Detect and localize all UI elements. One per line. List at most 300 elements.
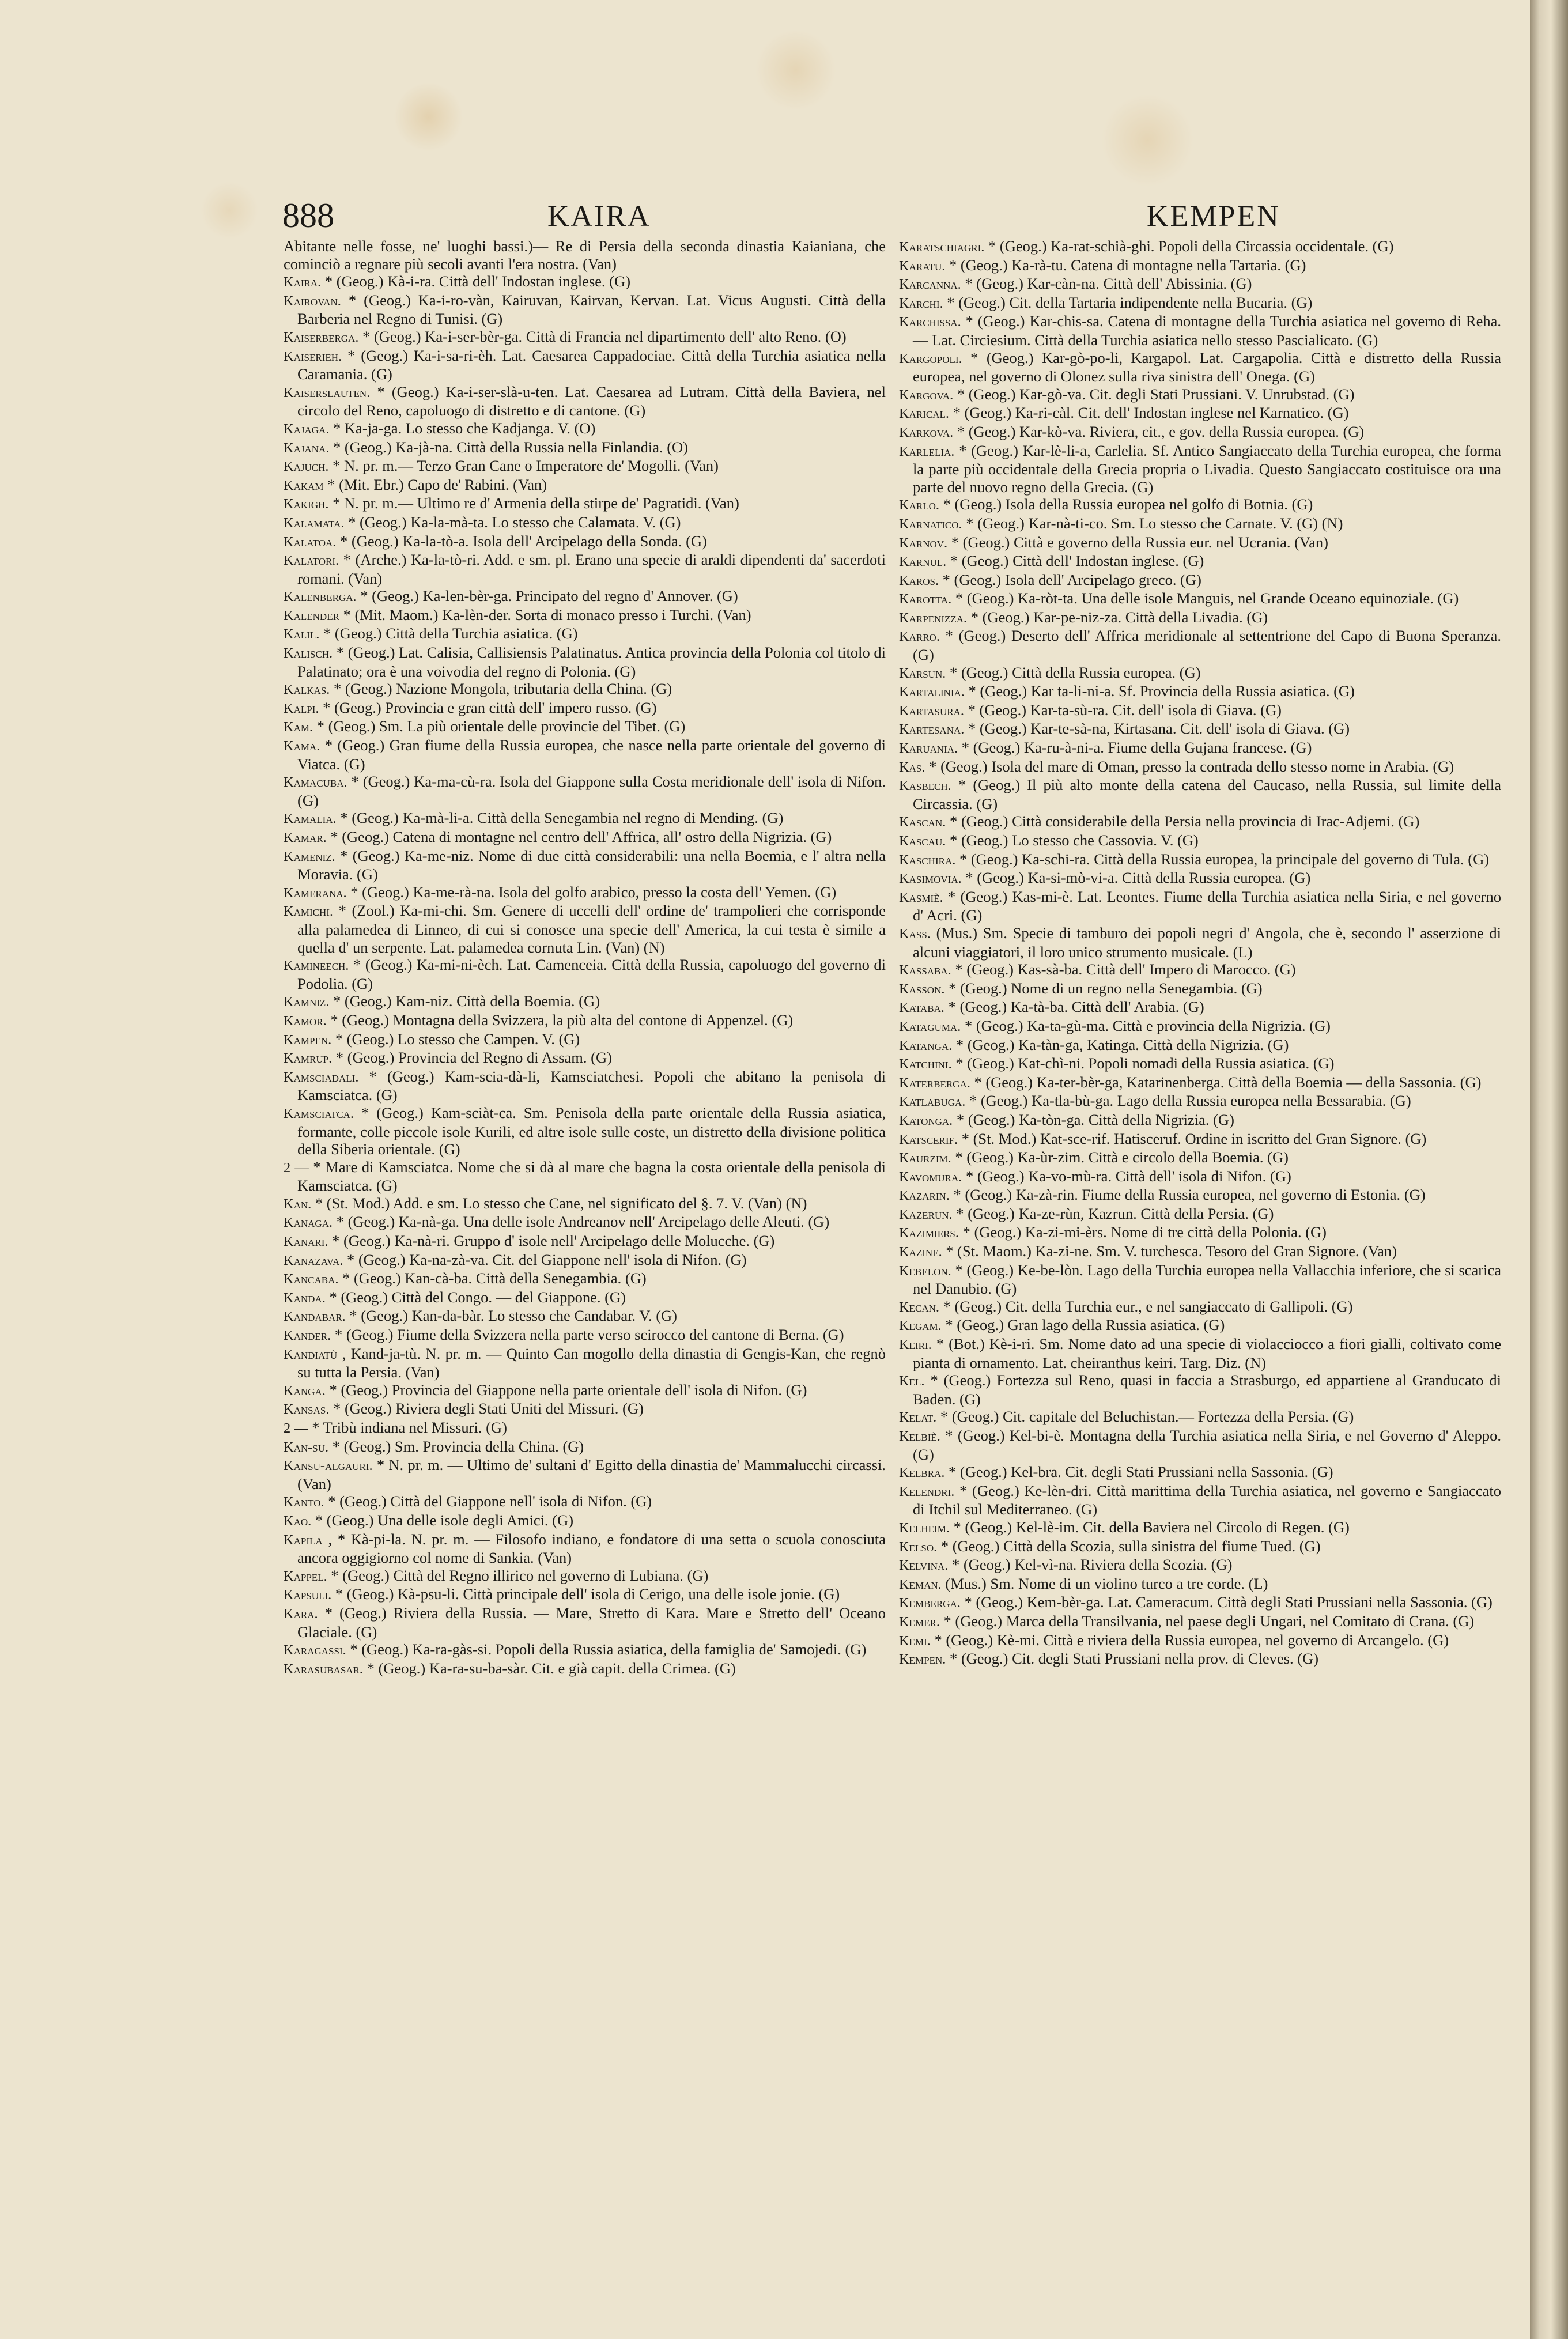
entry-definition: * (Geog.) Kam-sciàt-ca. Sm. Penisola della parte orientale della Russia asiatica, formante, colle piccole isole Kurili, ed altre isole sulle coste, un distretto della divisione politica della Siberia orientale. (G)	[297, 1104, 886, 1158]
dictionary-entry	[899, 1316, 1501, 1335]
dictionary-entry	[899, 442, 1501, 496]
entry-definition: * (Geog.) Cit. degli Stati Prussiani nella prov. di Cleves. (G)	[949, 1650, 1319, 1668]
page-number: 888	[282, 197, 334, 235]
entry-headword: Kapila	[284, 1532, 323, 1548]
dictionary-entry	[284, 736, 886, 773]
entry-definition: * (Arche.) Ka-la-tò-ri. Add. e sm. pl. Erano una specie di araldi dipendenti da' sacerdoti romani. (Van)	[297, 551, 886, 587]
entry-headword: Kecan.	[899, 1299, 939, 1315]
entry-definition: * (Geog.) Ka-la-tò-a. Isola dell' Arcipelago della Sonda. (G)	[340, 532, 707, 550]
entry-headword: Kama.	[284, 738, 320, 754]
entry-definition: * (St. Mod.) Kat-sce-rif. Hatisceruf. Ordine in iscritto del Gran Signore. (G)	[961, 1129, 1427, 1147]
dictionary-entry	[284, 1381, 886, 1400]
entry-definition: * (Geog.) Ka-ra-gàs-si. Popoli della Russia asiatica, della famiglia de' Samojedi. (G)	[350, 1641, 867, 1658]
dictionary-entry	[284, 1326, 886, 1345]
entry-headword: Kanari.	[284, 1234, 328, 1250]
entry-definition: * (Geog.) Kam-niz. Città della Boemia. (G)	[333, 992, 600, 1010]
entry-definition: * (Geog.) Lo stesso che Cassovia. V. (G)	[949, 832, 1199, 849]
dictionary-entry	[899, 961, 1501, 980]
entry-headword: Kalil.	[284, 626, 320, 643]
entry-definition: * N. pr. m.— Ultimo re d' Armenia della stirpe de' Pagratidi. (Van)	[333, 494, 739, 512]
entry-definition: * Ka-ja-ga. Lo stesso che Kadjanga. V. (O)	[333, 419, 596, 437]
entry-definition: * (Geog.) Città dell' Indostan inglese. (G)	[950, 552, 1204, 570]
entry-definition: * (Geog.) Kar-chis-sa. Catena di montagne della Turchia asiatica nel governo di Reha.— Lat. Circiesium. Città della Turchia asiatica nello stesso Pascialicato. (G)	[913, 312, 1501, 349]
entry-definition: * (Geog.) Provincia e gran città dell' impero russo. (G)	[323, 698, 657, 716]
entry-headword: Katonga.	[899, 1112, 953, 1128]
dictionary-entry	[284, 1288, 886, 1308]
dictionary-entry	[899, 1205, 1501, 1224]
dictionary-entry	[284, 1251, 886, 1270]
entry-headword: Keman.	[899, 1576, 942, 1592]
entry-headword: Kampen.	[284, 1031, 332, 1048]
dictionary-entry	[899, 1408, 1501, 1427]
dictionary-entry	[899, 980, 1501, 999]
entry-headword: Karlelia.	[899, 443, 955, 459]
dictionary-entry	[899, 998, 1501, 1017]
entry-definition: * (Geog.) Ka-zà-rin. Fiume della Russia europea, nel governo di Estonia. (G)	[953, 1186, 1426, 1204]
entry-definition: * (Geog.) Ka-na-zà-va. Cit. del Giappone nell' isola di Nifon. (G)	[346, 1250, 747, 1268]
entry-headword: Kemer.	[899, 1614, 940, 1630]
entry-headword: Kartalinia.	[899, 684, 965, 700]
entry-definition: * (Geog.) Deserto dell' Affrica meridionale al settentrione del Capo di Buona Speranza. (G)	[913, 627, 1502, 664]
dictionary-entry	[899, 1593, 1501, 1612]
dictionary-entry	[284, 699, 886, 718]
entry-headword: Kartesana.	[899, 721, 965, 738]
entry-definition: * (Geog.) Città del Regno illirico nel governo di Lubiana. (G)	[331, 1566, 709, 1584]
dictionary-entry	[284, 847, 886, 883]
dictionary-entry	[899, 1130, 1501, 1149]
entry-definition: (Mus.) Sm. Nome di un violino turco a tre corde. (L)	[945, 1574, 1268, 1592]
dictionary-entry	[899, 1371, 1501, 1408]
dictionary-entry	[899, 1055, 1501, 1074]
dictionary-entry	[284, 1492, 886, 1512]
dictionary-entry	[899, 312, 1501, 349]
entry-definition: * (Geog.) Kan-da-bàr. Lo stesso che Candabar. V. (G)	[349, 1307, 678, 1325]
entry-headword: Kamalia.	[284, 811, 337, 827]
dictionary-entry	[899, 256, 1501, 275]
entry-headword: Kelbiè.	[899, 1429, 940, 1444]
left-column	[284, 237, 886, 1678]
dictionary-entry	[899, 1092, 1501, 1111]
entry-headword: Kao.	[284, 1513, 312, 1529]
entry-definition: * (Geog.) Il più alto monte della catena del Caucaso, nella Russia, sul limite della Circassia. (G)	[913, 776, 1501, 813]
dictionary-entry	[284, 532, 886, 551]
entry-definition: * (Geog.) Ka-me-niz. Nome di due città considerabili: una nella Boemia, e l' altra nella Moravia. (G)	[297, 847, 886, 883]
entry-definition: * N. pr. m. — Ultimo de' sultani d' Egitto della dinastia de' Mammalucchi circassi. (Van)	[297, 1456, 886, 1492]
entry-headword: Katanga.	[899, 1037, 953, 1053]
entry-headword: Kamsciatca.	[284, 1105, 354, 1121]
entry-definition: * (St. Maom.) Ka-zi-ne. Sm. V. turchesca. Tesoro del Gran Signore. (Van)	[946, 1242, 1397, 1260]
dictionary-entry	[899, 851, 1501, 870]
entry-definition: * (Geog.) Ke-be-lòn. Lago della Turchia europea nella Vallacchia inferiore, che si scarica nel Danubio. (G)	[913, 1261, 1502, 1298]
entry-headword: Kemberga.	[899, 1595, 961, 1611]
entry-definition: * (Geog.) Ka-tà-ba. Città dell' Arabia. (G)	[948, 998, 1204, 1016]
entry-definition: * (Geog.) Ka-mi-ni-èch. Lat. Camenceia. Città della Russia, capoluogo del governo di Podolia. (G)	[297, 956, 886, 992]
entry-definition: * (Geog.) Città della Russia europea. (G)	[949, 663, 1201, 681]
dictionary-entry	[899, 739, 1501, 758]
entry-headword: Kamerana.	[284, 885, 347, 901]
entry-definition: * (Geog.) Una delle isole degli Amici. (G)	[315, 1511, 574, 1529]
entry-headword: Kamor.	[284, 1012, 327, 1029]
entry-definition: * (Geog.) Nazione Mongola, tributaria della China. (G)	[334, 680, 672, 698]
dictionary-entry	[899, 404, 1501, 423]
entry-headword: Kansas.	[284, 1401, 330, 1418]
dictionary-entry	[899, 1186, 1501, 1205]
entry-definition: * (Geog.) Ka-schi-ra. Città della Russia europea, la principale del governo di Tula. (G)	[959, 850, 1490, 868]
entry-definition: * (Geog.) Città considerabile della Persia nella provincia di Irac-Adjemi. (G)	[949, 813, 1420, 830]
entry-definition: * (Geog.) Ka-i-ro-vàn, Kairuvan, Kairvan, Kervan. Lat. Vicus Augusti. Città della Barberia nel Regno di Tunisi. (G)	[297, 291, 886, 328]
entry-headword: Kavomura.	[899, 1169, 962, 1185]
entry-definition: * (Geog.) Sm. Provincia della China. (G)	[332, 1437, 584, 1455]
dictionary-entry	[284, 587, 886, 606]
dictionary-entry	[899, 1074, 1501, 1093]
dictionary-entry	[899, 1482, 1501, 1518]
entry-definition: * (Geog.) Kel-vì-na. Riviera della Scozia. (G)	[952, 1556, 1233, 1574]
entry-headword: Kan.	[284, 1196, 312, 1212]
dictionary-entry	[899, 571, 1501, 590]
entry-headword: Kamrup.	[284, 1051, 333, 1067]
entry-headword: Kandiatù	[284, 1346, 338, 1362]
entry-headword: Kajana.	[284, 440, 330, 456]
entry-definition: * (Geog.) Provincia del Giappone nella parte orientale dell' isola di Nifon. (G)	[329, 1381, 807, 1399]
dictionary-entry	[899, 386, 1501, 405]
entry-headword: Kanda.	[284, 1290, 326, 1306]
dictionary-entry	[284, 328, 886, 347]
entry-headword: Kempen.	[899, 1652, 946, 1668]
entry-definition: * (Geog.) Ka-ùr-zim. Città e circolo della Boemia. (G)	[955, 1148, 1289, 1166]
entry-headword: Kelheim.	[899, 1520, 950, 1536]
entry-definition: * (Geog.) Ka-la-mà-ta. Lo stesso che Calamata. V. (G)	[348, 513, 681, 531]
entry-headword: Karatu.	[899, 258, 946, 274]
entry-definition: * Tribù indiana nel Missuri. (G)	[312, 1419, 507, 1436]
dictionary-entry	[284, 439, 886, 458]
entry-definition: * (Geog.) Città della Turchia asiatica. (G)	[323, 625, 578, 643]
dictionary-entry	[284, 1068, 886, 1104]
dictionary-entry	[284, 1585, 886, 1604]
entry-definition: * (Geog.) Ka-zi-mi-èrs. Nome di tre città della Polonia. (G)	[962, 1223, 1327, 1241]
entry-definition: * (Mit. Maom.) Ka-lèn-der. Sorta di monaco presso i Turchi. (Van)	[343, 606, 751, 624]
dictionary-entry	[284, 1232, 886, 1251]
entry-definition: * (Geog.) Kar-gò-va. Cit. degli Stati Prussiani. V. Unrubstad. (G)	[957, 385, 1355, 403]
dictionary-entry	[284, 773, 886, 809]
dictionary-entry	[284, 1307, 886, 1326]
entry-headword: Karotta.	[899, 591, 952, 607]
entry-headword: Karasubasar.	[284, 1661, 364, 1677]
entry-definition: * (Geog.) Gran fiume della Russia europea, che nasce nella parte orientale del governo di Viatca. (G)	[297, 736, 886, 773]
dictionary-entry	[284, 1030, 886, 1049]
entry-definition: * (Geog.) Ka-tàn-ga, Katinga. Città della Nigrizia. (G)	[955, 1036, 1289, 1053]
entry-headword: Karnul.	[899, 554, 947, 570]
dictionary-entry	[899, 1261, 1501, 1298]
entry-definition: * (Geog.) Sm. La più orientale delle provincie del Tibet. (G)	[316, 717, 686, 735]
entry-headword: Kairovan.	[284, 293, 341, 309]
entry-definition: * (Geog.) Kas-sà-ba. Città dell' Impero di Marocco. (G)	[955, 961, 1296, 978]
entry-headword: Kataba.	[899, 1000, 945, 1016]
entry-headword: Kamichi.	[284, 904, 334, 920]
entry-definition: * (Geog.) Kel-bi-è. Montagna della Turchia asiatica nella Siria, e nel Governo d' Aleppo. (G)	[913, 1427, 1501, 1463]
entry-headword: Karagassi.	[284, 1642, 346, 1658]
dictionary-entry	[899, 776, 1501, 813]
entry-definition: * (Geog.) Ka-si-mò-vi-a. Città della Russia europea. (G)	[965, 869, 1311, 887]
entry-headword: Kamar.	[284, 830, 327, 845]
entry-definition: * (Geog.) Ka-ra-su-ba-sàr. Cit. e già capit. della Crimea. (G)	[367, 1659, 736, 1677]
entry-definition: * (Geog.) Ka-jà-na. Città della Russia nella Finlandia. (O)	[333, 438, 688, 456]
entry-headword: Kemi.	[899, 1633, 931, 1649]
dictionary-entry	[899, 888, 1501, 924]
dictionary-entry	[284, 513, 886, 532]
entry-headword: Kelbra.	[899, 1465, 945, 1481]
entry-headword: Kamacuba.	[284, 774, 347, 791]
dictionary-entry	[899, 496, 1501, 515]
entry-definition: * (Geog.) Città della Scozia, sulla sinistra del fiume Tued. (G)	[940, 1537, 1321, 1555]
entry-headword: Kataguma.	[899, 1018, 961, 1034]
entry-definition: * (Geog.) Cit. capitale del Beluchistan.— Fortezza della Persia. (G)	[940, 1408, 1354, 1426]
entry-definition: * (Geog.) Ka-ri-càl. Cit. dell' Indostan inglese nel Karnatico. (G)	[953, 404, 1349, 422]
entry-headword: Kalisch.	[284, 645, 333, 662]
entry-headword: Kalamata.	[284, 515, 345, 531]
entry-definition: * (Geog.) Kam-scia-dà-li, Kamsciatchesi. Popoli che abitano la penisola di Kamsciatca. (G)	[297, 1067, 886, 1104]
entry-headword: Kandabar.	[284, 1309, 346, 1325]
entry-headword: Kebelon.	[899, 1263, 951, 1279]
dictionary-entry	[899, 832, 1501, 851]
entry-headword: Kalatori.	[284, 553, 339, 569]
entry-headword: Kascau.	[899, 833, 946, 849]
entry-headword: Katlabuga.	[899, 1094, 966, 1110]
entry-definition: * (Geog.) Cit. della Tartaria indipendente nella Bucaria. (G)	[947, 293, 1313, 311]
entry-definition: * (Geog.) Marca della Transilvania, nel paese degli Ungari, nel Comitato di Crana. (G)	[943, 1612, 1475, 1630]
entry-headword: Karical.	[899, 406, 949, 422]
dictionary-entry	[899, 627, 1501, 663]
entry-definition: * (Geog.) Isola del mare di Oman, presso la contrada dello stesso nome in Arabia. (G)	[929, 757, 1454, 775]
dictionary-entry	[284, 956, 886, 992]
dictionary-entry	[284, 494, 886, 513]
entry-headword: Kakigh.	[284, 496, 329, 512]
entry-definition: * (Geog.) Kar-kò-va. Riviera, cit., e gov. della Russia europea. (G)	[957, 422, 1365, 440]
dictionary-entry	[899, 1148, 1501, 1167]
entry-definition: * Mare di Kamsciatca. Nome che si dà al mare che bagna la costa orientale della penisola di Kamsciatca. (G)	[297, 1158, 886, 1195]
entry-definition: * (Geog.) Kas-mi-è. Lat. Leontes. Fiume della Turchia asiatica nella Siria, e nel governo d' Acri. (G)	[913, 887, 1501, 924]
entry-headword: Kelso.	[899, 1539, 938, 1555]
entry-definition: * (Geog.) Kel-lè-im. Cit. della Baviera nel Circolo di Regen. (G)	[953, 1518, 1350, 1536]
dictionary-entry	[284, 457, 886, 476]
entry-definition: * (Geog.) Lo stesso che Campen. V. (G)	[335, 1030, 580, 1048]
dictionary-entry	[284, 1213, 886, 1232]
dictionary-entry	[284, 644, 886, 680]
entry-definition: * (Geog.) Gran lago della Russia asiatica. (G)	[945, 1316, 1225, 1334]
entry-headword: Kargova.	[899, 387, 954, 403]
entry-definition: * (Geog.) Ka-vo-mù-ra. Città dell' isola di Nifon. (G)	[965, 1167, 1291, 1185]
dictionary-entry	[899, 758, 1501, 777]
dictionary-entry	[899, 1537, 1501, 1556]
entry-definition: * (Geog.) Kà-psu-li. Città principale dell' isola di Cerigo, una delle isole jonie. (G)	[335, 1585, 840, 1603]
entry-headword: Karuania.	[899, 740, 958, 757]
dictionary-entry	[899, 1631, 1501, 1650]
dictionary-entry	[899, 275, 1501, 294]
entry-definition: * (Geog.) Fiume della Svizzera nella parte verso scirocco del cantone di Berna. (G)	[334, 1326, 844, 1344]
entry-headword: Kas.	[899, 759, 925, 775]
entry-headword: Kaiserieh.	[284, 348, 342, 364]
entry-headword: Kel.	[899, 1373, 925, 1389]
entry-headword: Katchini.	[899, 1056, 952, 1072]
entry-definition: * (Geog.) Ka-me-rà-na. Isola del golfo arabico, presso la costa dell' Yemen. (G)	[350, 883, 837, 901]
dictionary-entry	[284, 883, 886, 902]
dictionary-entry	[899, 1223, 1501, 1242]
dictionary-entry	[284, 1641, 886, 1660]
dictionary-entry	[899, 237, 1501, 256]
entry-definition: * (Geog.) Ka-ta-gù-ma. Città e provincia della Nigrizia. (G)	[964, 1017, 1331, 1034]
entry-definition: * (Geog.) Fortezza sul Reno, quasi in faccia a Strasburgo, ed appartiene al Granducato di Baden. (G)	[913, 1371, 1501, 1408]
entry-headword: Kanazava.	[284, 1252, 343, 1268]
entry-definition: * (Zool.) Ka-mi-chi. Sm. Genere di uccelli dell' ordine de' trampolieri che corrisponde alla palamedea di Linneo, di cui si conosce una specie dell' America, la cui testa è simile a quella d' un serpente. Lat. palamedea cornuta Lin. (Van) (N)	[297, 902, 886, 956]
entry-headword: 2 —	[284, 1420, 308, 1436]
entry-definition: * (Geog.) Ka-rà-tu. Catena di montagne nella Tartaria. (G)	[949, 256, 1306, 274]
dictionary-entry	[284, 717, 886, 736]
entry-definition: * (Geog.) Città e governo della Russia eur. nel Ucrania. (Van)	[951, 533, 1328, 551]
entry-headword: Kelendri.	[899, 1483, 955, 1499]
dictionary-entry	[899, 1017, 1501, 1036]
entry-definition: * N. pr. m.— Terzo Gran Cane o Imperatore de' Mogolli. (Van)	[333, 457, 719, 475]
dictionary-entry	[899, 1298, 1501, 1317]
dictionary-entry	[284, 1567, 886, 1586]
dictionary-entry	[899, 534, 1501, 553]
page-header	[282, 196, 1280, 236]
entry-headword: Kalpi.	[284, 700, 319, 716]
entry-definition: * (Geog.) Kat-chì-ni. Popoli nomadi della Russia asiatica. (G)	[955, 1055, 1335, 1072]
dictionary-entry	[899, 1335, 1501, 1371]
dictionary-entry	[899, 349, 1501, 386]
dictionary-entry	[284, 1345, 886, 1381]
dictionary-entry	[284, 828, 886, 847]
entry-headword: Kaiserberga.	[284, 329, 359, 345]
entry-definition: * (Geog.) Ka-ma-cù-ra. Isola del Giappone sulla Costa meridionale dell' isola di Nifon. (G)	[297, 773, 886, 809]
entry-definition: * (Geog.) Nome di un regno nella Senegambia. (G)	[949, 979, 1263, 997]
dictionary-entry	[899, 1518, 1501, 1537]
entry-headword: Kam.	[284, 719, 313, 735]
entry-definition: * (Geog.) Città del Congo. — del Giappone. (G)	[329, 1288, 626, 1306]
dictionary-entry	[284, 1195, 886, 1214]
dictionary-entry	[899, 1036, 1501, 1055]
dictionary-entry	[899, 515, 1501, 534]
entry-headword: Karnov.	[899, 535, 948, 551]
entry-definition: * (Geog.) Ka-ze-rùn, Kazrun. Città della Persia. (G)	[956, 1204, 1274, 1222]
dictionary-entry	[284, 1419, 886, 1438]
entry-definition: * (Geog.) Kar-càn-na. Città dell' Abissinia. (G)	[965, 275, 1252, 293]
entry-definition: , Kand-ja-tù. N. pr. m. — Quinto Can mogollo della dinastia di Gengis-Kan, che regnò su tutta la Persia. (Van)	[297, 1344, 886, 1381]
entry-headword: Kander.	[284, 1328, 331, 1344]
dictionary-entry	[284, 680, 886, 699]
entry-headword: Kaira.	[284, 274, 322, 290]
entry-definition: * (Geog.) Kà-i-ra. Città dell' Indostan inglese. (G)	[324, 273, 631, 290]
entry-headword: Kassaba.	[899, 962, 951, 978]
dictionary-entry	[284, 606, 886, 625]
entry-headword: Kamineech.	[284, 958, 349, 974]
dictionary-entry	[284, 1531, 886, 1567]
entry-definition: * (Geog.) Ka-i-ser-slà-u-ten. Lat. Caesarea ad Lutram. Città della Baviera, nel circolo del Reno, capoluogo di distretto e di cantone. (G)	[297, 383, 886, 420]
entry-headword: Kegam.	[899, 1318, 942, 1334]
dictionary-entry	[284, 1456, 886, 1492]
entry-definition: * (Geog.) Ka-mà-li-a. Città della Senegambia nel regno di Mending. (G)	[340, 809, 784, 827]
entry-definition: * (Geog.) Ka-nà-ri. Gruppo d' isole nell' Arcipelago delle Molucche. (G)	[332, 1232, 775, 1250]
entry-headword: Kanga.	[284, 1382, 326, 1399]
dictionary-entry	[284, 1011, 886, 1030]
dictionary-entry	[899, 609, 1501, 628]
dictionary-entry	[284, 273, 886, 292]
dictionary-entry	[284, 420, 886, 439]
entry-definition: * (Geog.) Kar-gò-po-li, Kargapol. Lat. Cargapolia. Città e distretto della Russia europea, nel governo di Olonez sulla riva sinistra dell' Onega. (G)	[913, 349, 1502, 386]
entry-headword: Kameniz.	[284, 848, 335, 864]
entry-headword: Kascan.	[899, 814, 946, 830]
dictionary-entry	[899, 1463, 1501, 1482]
entry-headword: Kapsuli.	[284, 1587, 332, 1603]
dictionary-entry	[899, 924, 1501, 961]
entry-headword: Keiri.	[899, 1337, 932, 1353]
entry-definition: * (Geog.) Kar-lè-li-a, Carlelia. Sf. Antico Sangiaccato della Turchia europea, che forma la parte più occidentale della Grecia propria o Livadia. Questo Sangiaccato costituisce ora una parte del nuovo regno della Grecia. (G)	[913, 441, 1501, 496]
entry-definition: * (Bot.) Kè-i-ri. Sm. Nome dato ad una specie di violacciocco a fiori gialli, coltivato come pianta di ornamento. Lat. cheiranthus keiri. Targ. Diz. (N)	[913, 1335, 1502, 1371]
dictionary-entry	[899, 869, 1501, 888]
dictionary-entry	[899, 590, 1501, 609]
dictionary-entry	[899, 1575, 1501, 1594]
dictionary-entry	[284, 383, 886, 420]
dictionary-entry	[284, 992, 886, 1011]
entry-headword: Kancaba.	[284, 1271, 339, 1287]
next-page-edge	[1530, 0, 1568, 2339]
entry-headword: Kakam	[284, 477, 324, 493]
dictionary-entry	[284, 1049, 886, 1068]
entry-definition: * (St. Mod.) Add. e sm. Lo stesso che Cane, nel significato del §. 7. V. (Van) (N)	[315, 1194, 807, 1212]
entry-headword: Kalatoa.	[284, 534, 337, 550]
dictionary-entry	[899, 552, 1501, 571]
dictionary-entry	[284, 292, 886, 328]
entry-definition: * (Geog.) Montagna della Svizzera, la più alta del contone di Appenzel. (G)	[330, 1011, 794, 1029]
entry-headword: Katscerif.	[899, 1131, 958, 1147]
entry-headword: Kass.	[899, 925, 931, 942]
entry-headword: Kasmiè.	[899, 889, 943, 905]
entry-definition: * (Geog.) Riviera degli Stati Uniti del Missuri. (G)	[333, 1400, 644, 1418]
entry-definition: * (Geog.) Ka-tòn-ga. Città della Nigrizia. (G)	[956, 1110, 1234, 1128]
entry-definition: * (Geog.) Ka-tla-bù-ga. Lago della Russia europea nella Bessarabia. (G)	[969, 1092, 1411, 1110]
entry-definition: * (Geog.) Città del Giappone nell' isola di Nifon. (G)	[328, 1492, 652, 1510]
right-column	[899, 237, 1501, 1669]
entry-definition: * (Geog.) Kè-mi. Città e riviera della Russia europea, nel governo di Arcangelo. (G)	[934, 1631, 1449, 1649]
entry-headword: Karsun.	[899, 665, 946, 681]
entry-headword: Kazimiers.	[899, 1225, 959, 1241]
entry-definition: * (Geog.) Kan-cà-ba. Città della Senegambia. (G)	[342, 1269, 647, 1287]
entry-definition: * (Geog.) Ka-ròt-ta. Una delle isole Manguis, nel Grande Oceano equinoziale. (G)	[955, 590, 1459, 607]
entry-headword: Kasson.	[899, 981, 945, 997]
dictionary-entry	[284, 1660, 886, 1679]
entry-definition: * (Geog.) Ka-ru-à-ni-a. Fiume della Gujana francese. (G)	[961, 739, 1312, 757]
entry-headword: Karcanna.	[899, 277, 961, 293]
entry-headword: Kansu-algauri.	[284, 1458, 373, 1474]
entry-headword: Kelvina.	[899, 1558, 949, 1574]
entry-headword: Karchi.	[899, 295, 943, 311]
entry-headword: Karatschiagri.	[899, 239, 985, 255]
entry-headword: Kasbech.	[899, 778, 951, 794]
entry-definition: (Mus.) Sm. Specie di tamburo dei popoli negri d' Angola, che è, secondo l' asserzione di alcuni viaggiatori, il loro unico strumento musicale. (L)	[913, 924, 1502, 961]
entry-headword: Kajuch.	[284, 459, 329, 475]
entry-definition: * (Geog.) Kem-bèr-ga. Lat. Cameracum. Città degli Stati Prussiani nella Sassonia. (G)	[964, 1593, 1493, 1611]
dictionary-entry	[899, 813, 1501, 832]
entry-definition: * (Mit. Ebr.) Capo de' Rabini. (Van)	[327, 475, 547, 493]
dictionary-entry	[284, 551, 886, 587]
entry-headword: Kanto.	[284, 1494, 324, 1510]
dictionary-entry	[284, 1400, 886, 1419]
dictionary-entry	[284, 1104, 886, 1158]
entry-headword: Karlo.	[899, 497, 939, 513]
dictionary-entry	[284, 476, 886, 495]
entry-headword: Kazarin.	[899, 1188, 950, 1204]
entry-headword: Karkova.	[899, 424, 954, 440]
entry-headword: Kamsciadali.	[284, 1069, 359, 1085]
